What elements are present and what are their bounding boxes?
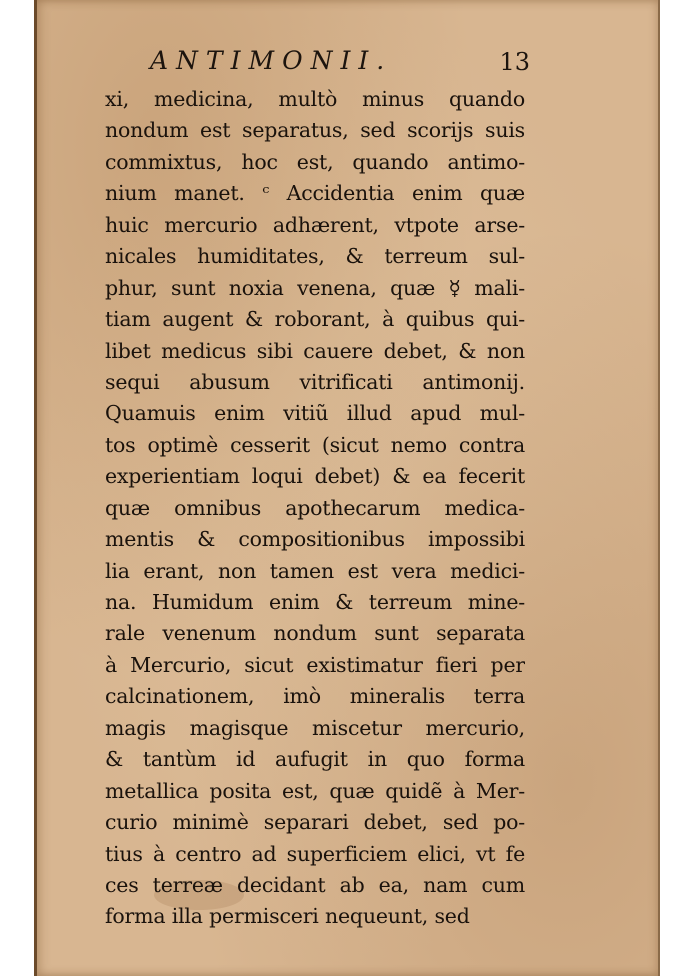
text-line: experientiam loqui debet) & ea fecerit <box>105 464 525 489</box>
text-line: ces terreæ decidant ab ea, nam cum <box>105 872 525 897</box>
text-line: phur, sunt noxia venena, quæ ☿ mali- <box>105 275 525 300</box>
page-header <box>150 46 530 82</box>
text-line: nium manet. ᶜ Accidentia enim quæ <box>105 181 525 206</box>
text-line: commixtus, hoc est, quando antimo- <box>105 149 525 174</box>
text-line: quæ omnibus apothecarum medica- <box>105 495 525 520</box>
text-line: forma illa permisceri nequeunt, sed <box>105 904 470 929</box>
text-line: Quamuis enim vitiũ illud apud mul- <box>105 401 525 426</box>
text-line: curio minimè separari debet, sed po- <box>105 810 525 835</box>
running-title: ANTIMONII. <box>150 46 393 75</box>
text-line: nondum est separatus, sed scorijs suis <box>105 118 525 143</box>
text-line: tiam augent & roborant, à quibus qui- <box>105 307 525 332</box>
text-line: magis magisque miscetur mercurio, <box>105 715 525 740</box>
text-line: libet medicus sibi cauere debet, & non <box>105 338 525 363</box>
page-number: 13 <box>499 48 530 76</box>
body-text <box>105 84 525 933</box>
text-line: calcinationem, imò mineralis terra <box>105 684 525 709</box>
text-line: nicales humiditates, & terreum sul- <box>105 244 525 269</box>
text-line: rale venenum nondum sunt separata <box>105 621 525 646</box>
text-line: & tantùm id aufugit in quo forma <box>105 747 525 772</box>
text-line: tius à centro ad superficiem elici, vt fe <box>105 841 525 866</box>
text-line: lia erant, non tamen est vera medici- <box>105 558 525 583</box>
text-line: huic mercurio adhærent, vtpote arse- <box>105 212 525 237</box>
text-line: mentis & compositionibus impossibi <box>105 527 525 552</box>
text-line: tos optimè cesserit (sicut nemo contra <box>105 432 525 457</box>
text-line: metallica posita est, quæ quidẽ à Mer- <box>105 778 525 803</box>
text-line: na. Humidum enim & terreum mine- <box>105 590 525 614</box>
page-right-edge <box>658 0 660 976</box>
text-line: sequi abusum vitrificati antimonij. <box>105 369 525 394</box>
page-left-edge <box>34 0 37 976</box>
text-line: xi, medicina, multò minus quando <box>105 87 525 111</box>
text-line: à Mercurio, sicut existimatur fieri per <box>105 652 525 677</box>
